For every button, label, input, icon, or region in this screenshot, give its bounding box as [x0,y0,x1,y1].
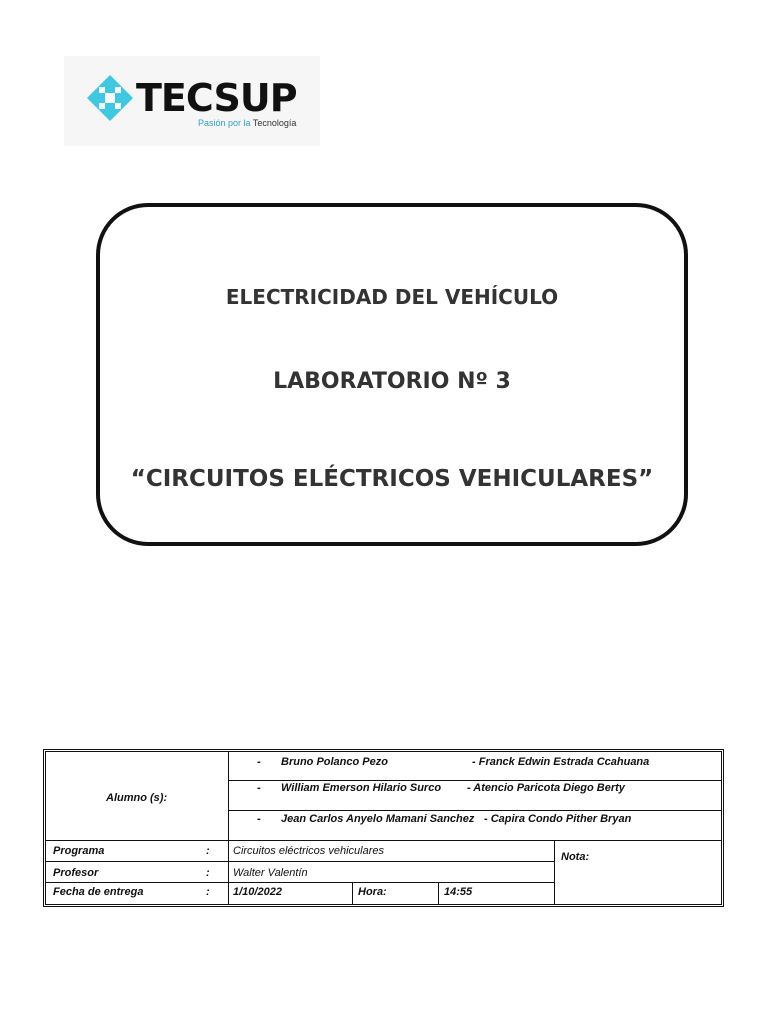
logo-tagline: Pasión por la Tecnología [198,118,297,128]
lab-number: LABORATORIO Nº 3 [273,369,511,394]
alumnos-label: Alumno (s): [106,792,168,804]
info-table [43,749,724,907]
hora-value: 14:55 [444,886,473,898]
fecha-value: 1/10/2022 [233,886,282,898]
student-dash-3: - [257,813,261,825]
tecsup-logo [64,56,320,146]
profesor-value: Walter Valentín [233,867,308,879]
course-title: ELECTRICIDAD DEL VEHÍCULO [225,285,559,309]
programa-value: Circuitos eléctricos vehiculares [233,845,384,857]
student-name-4: - Atencio Paricota Diego Berty [467,782,625,794]
fecha-label: Fecha de entrega [53,886,144,898]
hora-label: Hora: [358,886,387,898]
nota-label: Nota: [561,851,590,863]
profesor-label: Profesor [53,867,99,879]
student-name-2: - Franck Edwin Estrada Ccahuana [472,756,650,768]
fecha-colon: : [206,886,210,898]
student-name-3: William Emerson Hilario Surco [281,782,442,794]
student-name-6: - Capira Condo Pither Bryan [484,813,632,825]
lab-title: “CIRCUITOS ELÉCTRICOS VEHICULARES” [130,466,654,492]
student-dash-1: - [257,756,261,768]
student-name-1: Bruno Polanco Pezo [281,756,388,768]
logo-wordmark: TECSUP [136,76,297,120]
student-name-5: Jean Carlos Anyelo Mamani Sanchez [281,813,475,825]
student-dash-2: - [257,782,261,794]
programa-label: Programa [53,845,105,857]
profesor-colon: : [206,867,210,879]
programa-colon: : [206,845,210,857]
tecsup-arrows-icon [84,72,136,124]
title-box [96,203,688,546]
